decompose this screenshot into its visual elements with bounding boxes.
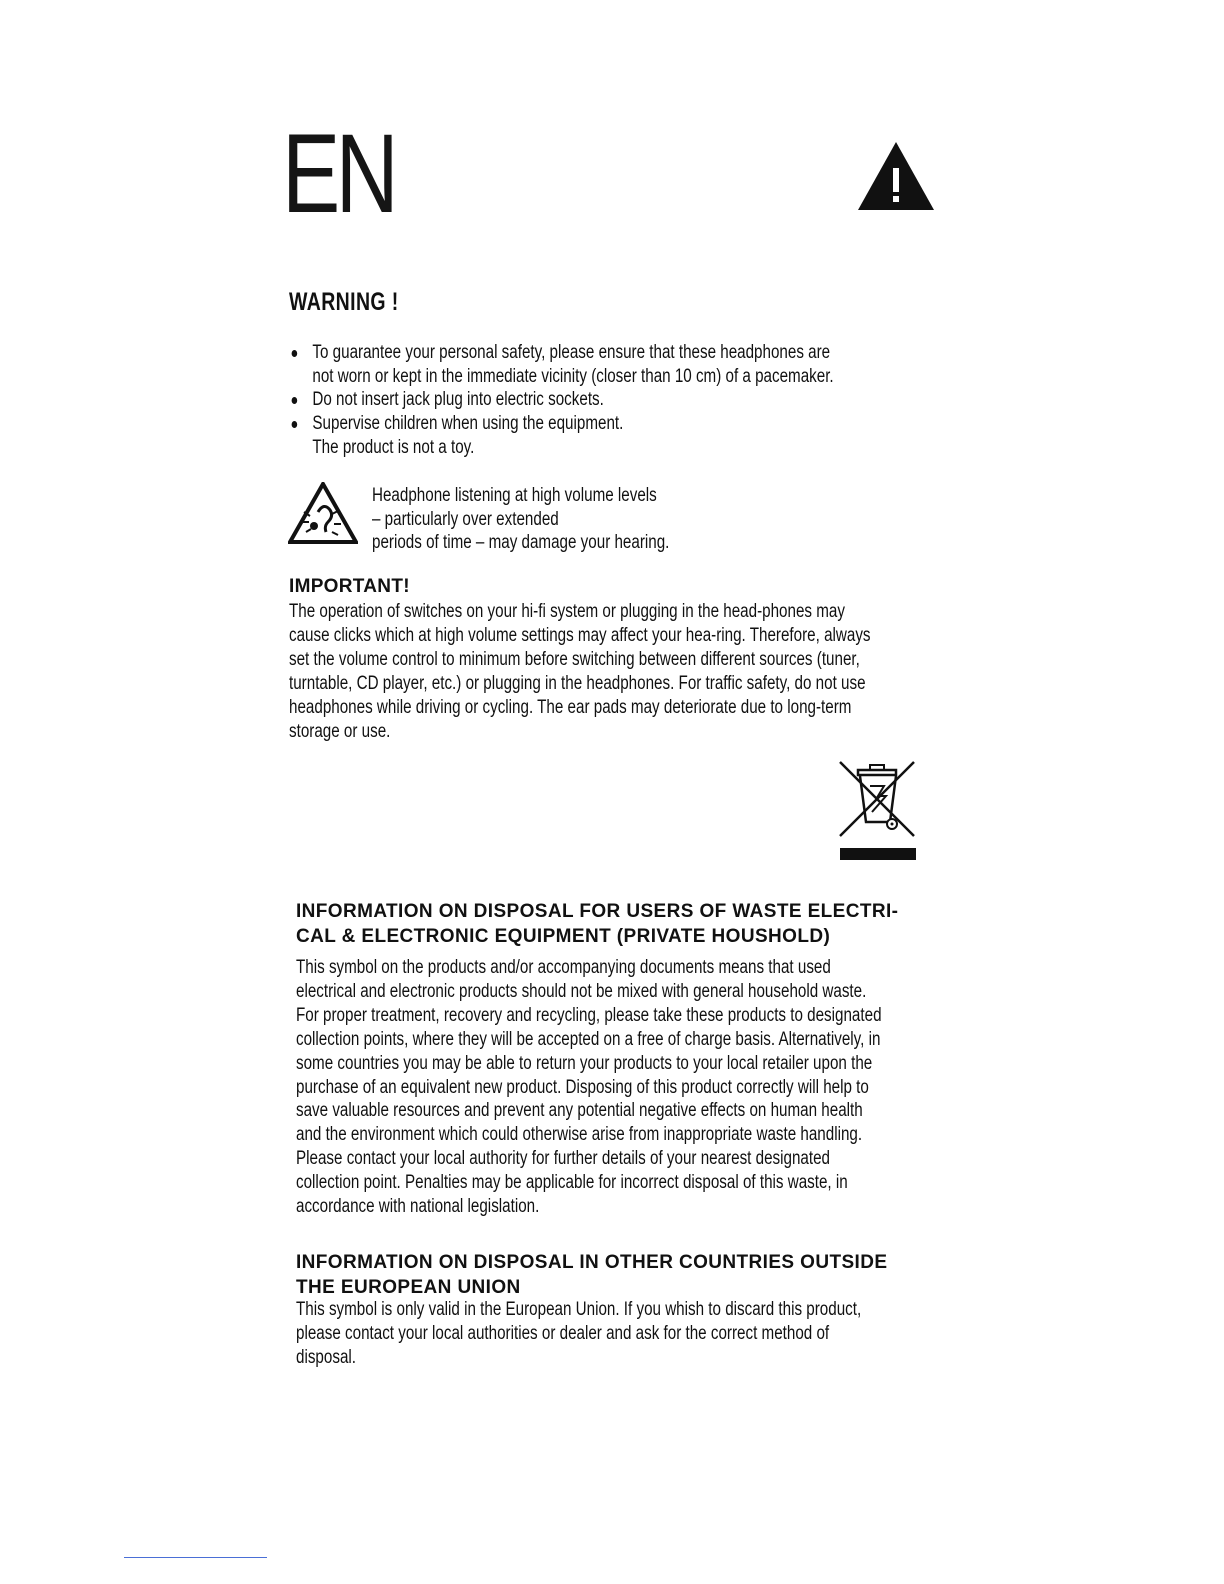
disposal-other-heading xyxy=(296,1251,887,1300)
disposal-eu-line: and the environment which could otherwise arise from inappropriate waste handling. xyxy=(296,1124,863,1146)
disposal-eu-heading-line: INFORMATION ON DISPOSAL FOR USERS OF WASTE ELECTRI- xyxy=(296,901,899,922)
disposal-other-body xyxy=(296,1298,861,1370)
disposal-eu-heading xyxy=(296,900,898,949)
disposal-eu-line: For proper treatment, recovery and recycling, please take these products to designated xyxy=(296,1004,882,1026)
crossed-out-wheelie-bin-icon xyxy=(836,758,918,862)
disposal-eu-body xyxy=(296,956,882,1219)
disposal-eu-line: save valuable resources and prevent any potential negative effects on human health xyxy=(296,1100,863,1122)
important-body xyxy=(289,600,871,744)
warning-line: not worn or kept in the immediate vicinity (closer than 10 cm) of a pacemaker. xyxy=(312,365,834,387)
hearing-line: Headphone listening at high volume levels xyxy=(372,485,657,506)
disposal-eu-line: Please contact your local authority for further details of your nearest designated xyxy=(296,1148,830,1170)
important-heading: IMPORTANT! xyxy=(289,576,410,597)
disposal-other-line: This symbol is only valid in the European Union. If you whish to discard this product, xyxy=(296,1299,862,1320)
important-line: storage or use. xyxy=(289,721,391,742)
important-line: cause clicks which at high volume settings may affect your hea-ring. Therefore, always xyxy=(289,625,871,646)
warning-line: To guarantee your personal safety, please ensure that these headphones are xyxy=(312,342,831,363)
disposal-other-heading-line: INFORMATION ON DISPOSAL IN OTHER COUNTRIES OUTSIDE xyxy=(296,1252,888,1273)
hearing-line: periods of time – may damage your hearing. xyxy=(372,532,670,554)
disposal-eu-line: some countries you may be able to return your products to your local retailer upon the xyxy=(296,1052,873,1074)
language-code: EN xyxy=(282,111,395,236)
disposal-eu-line: purchase of an equivalent new product. Disposing of this product correctly will help to xyxy=(296,1076,869,1098)
warning-heading: WARNING ! xyxy=(289,288,399,316)
warning-item xyxy=(290,388,834,412)
important-line: set the volume control to minimum before switching between different sources (tuner, xyxy=(289,649,860,670)
disposal-eu-line: accordance with national legislation. xyxy=(296,1196,540,1218)
hearing-line: – particularly over extended xyxy=(372,508,559,530)
disposal-other-heading-line: THE EUROPEAN UNION xyxy=(296,1276,521,1298)
warning-item xyxy=(290,412,834,459)
disposal-eu-line: collection points, where they will be accepted on a free of charge basis. Alternatively, in xyxy=(296,1028,881,1050)
important-line: The operation of switches on your hi-fi system or plugging in the head-phones may xyxy=(289,601,845,622)
important-line: headphones while driving or cycling. The ear pads may deteriorate due to long-term xyxy=(289,697,852,718)
warning-item xyxy=(290,341,834,388)
disposal-eu-heading-line: CAL & ELECTRONIC EQUIPMENT (PRIVATE HOUSHOLD) xyxy=(296,925,831,947)
important-line: turntable, CD player, etc.) or plugging in the headphones. For traffic safety, do not use xyxy=(289,673,866,694)
disposal-other-line: please contact your local authorities or dealer and ask for the correct method of xyxy=(296,1323,830,1344)
disposal-eu-line: This symbol on the products and/or accompanying documents means that used xyxy=(296,957,831,978)
warning-line: Supervise children when using the equipment. xyxy=(312,413,624,435)
warning-line: Do not insert jack plug into electric sockets. xyxy=(312,389,604,411)
disposal-eu-line: collection point. Penalties may be applicable for incorrect disposal of this waste, in xyxy=(296,1172,848,1194)
footer-rule xyxy=(124,1557,267,1558)
disposal-other-line: disposal. xyxy=(296,1347,356,1368)
hearing-notice xyxy=(372,484,669,555)
warning-list xyxy=(290,341,834,460)
hearing-damage-warning-icon xyxy=(288,482,358,544)
warning-triangle-icon xyxy=(856,140,936,212)
warning-line: The product is not a toy. xyxy=(312,436,475,458)
disposal-eu-line: electrical and electronic products should not be mixed with general household waste. xyxy=(296,980,867,1002)
